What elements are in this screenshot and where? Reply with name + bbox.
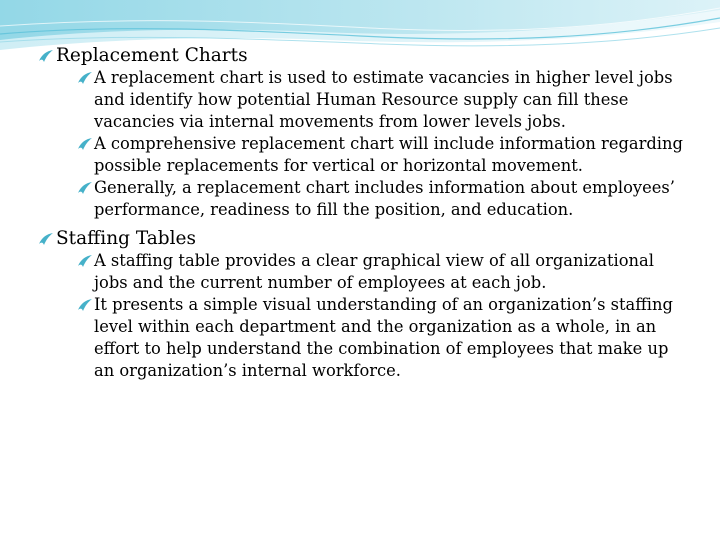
bullet-item: [28, 250, 688, 294]
swoosh-bullet-icon: [77, 254, 93, 268]
swoosh-bullet-icon: [38, 232, 54, 246]
swoosh-bullet-icon: [38, 49, 54, 63]
swoosh-bullet-icon: [77, 298, 93, 312]
bullet-item: [28, 177, 688, 221]
section-heading: [28, 44, 688, 67]
bullet-item-text: It presents a simple visual understanding of an organization’s staffing level within each department and the organization as a whole, in an effort to help understand the combination of employees that make up an organization’s internal workforce.: [94, 295, 673, 380]
swoosh-bullet-icon: [77, 71, 93, 85]
section-heading-text: Replacement Charts: [56, 45, 248, 66]
section-heading-text: Staffing Tables: [56, 228, 196, 249]
bullet-item-text: Generally, a replacement chart includes information about employees’ performance, readiness to fill the position, and education.: [94, 178, 675, 219]
bullet-item: [28, 294, 688, 382]
swoosh-bullet-icon: [77, 181, 93, 195]
bullet-item-text: A replacement chart is used to estimate vacancies in higher level jobs and identify how potential Human Resource supply can fill these vacancies via internal movements from lower levels jobs.: [94, 68, 673, 131]
swoosh-bullet-icon: [77, 137, 93, 151]
bullet-item: [28, 67, 688, 133]
slide-body: [28, 44, 688, 382]
bullet-item: [28, 133, 688, 177]
section-heading: [28, 227, 688, 250]
bullet-item-text: A comprehensive replacement chart will include information regarding possible replacements for vertical or horizontal movement.: [94, 134, 683, 175]
bullet-item-text: A staffing table provides a clear graphical view of all organizational jobs and the current number of employees at each job.: [94, 251, 654, 292]
